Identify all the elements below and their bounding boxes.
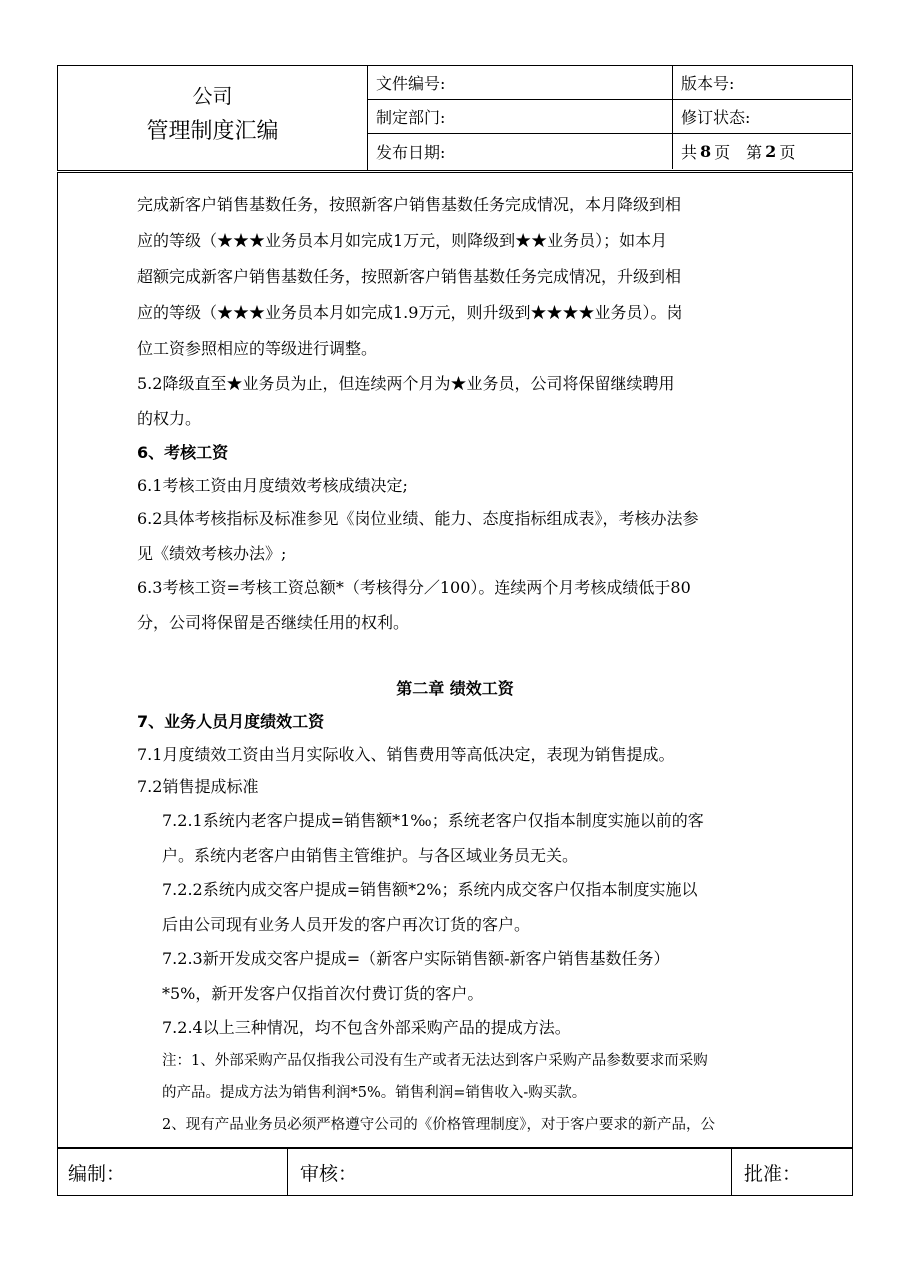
pages-prefix: 共 (681, 143, 698, 162)
note-line: 的产品。提成方法为销售利润*5%。销售利润=销售收入-购买款。 (162, 1085, 587, 1101)
footer-table (57, 1148, 853, 1196)
approved-by-label: 批准： (744, 1162, 802, 1185)
company-name: 公司 (192, 84, 233, 108)
page-count (673, 134, 851, 169)
pages-mid: 页 第 (714, 143, 763, 162)
body-line: 户。系统内老客户由销售主管维护。与各区域业务员无关。 (162, 846, 579, 865)
body-line: 6.2具体考核指标及标准参见《岗位业绩、能力、态度指标组成表》，考核办法参 (137, 509, 699, 528)
page-current: 2 (765, 142, 777, 161)
section-heading: 6、考核工资 (137, 443, 229, 462)
document-collection-title: 管理制度汇编 (146, 119, 279, 144)
header-table (57, 65, 853, 171)
body-line: 应的等级（★★★业务员本月如完成1万元，则降级到★★业务员）；如本月 (137, 231, 668, 250)
body-line: 位工资参照相应的等级进行调整。 (137, 339, 378, 358)
body-line: 7.2.2系统内成交客户提成=销售额*2%；系统内成交客户仅指本制度实施以 (162, 880, 698, 899)
body-line: 7.2.4以上三种情况，均不包含外部采购产品的提成方法。 (162, 1018, 571, 1037)
chapter-heading: 第二章 绩效工资 (396, 679, 514, 698)
pages-suffix: 页 (779, 143, 796, 162)
note-line: 2、现有产品业务员必须严格遵守公司的《价格管理制度》，对于客户要求的新产品，公 (162, 1117, 715, 1133)
body-line: 应的等级（★★★业务员本月如完成1.9万元，则升级到★★★★业务员）。岗 (137, 303, 683, 322)
body-line: 完成新客户销售基数任务，按照新客户销售基数任务完成情况，本月降级到相 (137, 195, 682, 214)
body-line: 5.2降级直至★业务员为止，但连续两个月为★业务员，公司将保留继续聘用 (137, 374, 675, 393)
revision-label: 修订状态: (673, 100, 851, 134)
body-line: 7.1月度绩效工资由当月实际收入、销售费用等高低决定，表现为销售提成。 (137, 745, 675, 764)
release-date-label: 发布日期: (368, 134, 673, 169)
body-line: 6.1考核工资由月度绩效考核成绩决定; (137, 476, 408, 495)
pages-total: 8 (700, 142, 712, 161)
body-line: 7.2.1系统内老客户提成=销售额*1‰；系统老客户仅指本制度实施以前的客 (162, 811, 704, 830)
body-line: 7.2销售提成标准 (137, 777, 259, 796)
version-label: 版本号: (673, 66, 851, 100)
body-line: 后由公司现有业务人员开发的客户再次订货的客户。 (162, 915, 531, 934)
body-line: *5%，新开发客户仅指首次付费订货的客户。 (162, 984, 484, 1003)
doc-number-label: 文件编号: (368, 66, 673, 100)
company-title-cell (58, 66, 368, 170)
body-line: 7.2.3新开发成交客户提成=（新客户实际销售额-新客户销售基数任务） (162, 949, 670, 968)
compiled-by-label: 编制： (58, 1149, 288, 1195)
section-heading: 7、业务人员月度绩效工资 (137, 712, 325, 731)
note-line: 注：1、外部采购产品仅指我公司没有生产或者无法达到客户采购产品参数要求而采购 (162, 1053, 708, 1069)
body-line: 见《绩效考核办法》; (137, 544, 287, 563)
body-line: 超额完成新客户销售基数任务，按照新客户销售基数任务完成情况，升级到相 (137, 267, 682, 286)
body-line: 6.3考核工资=考核工资总额*（考核得分／100）。连续两个月考核成绩低于80 (137, 578, 691, 597)
reviewed-by-label: 审核： (288, 1149, 732, 1195)
body-line: 的权力。 (137, 409, 202, 428)
department-label: 制定部门: (368, 100, 673, 134)
body-line: 分，公司将保留是否继续任用的权利。 (137, 613, 410, 632)
